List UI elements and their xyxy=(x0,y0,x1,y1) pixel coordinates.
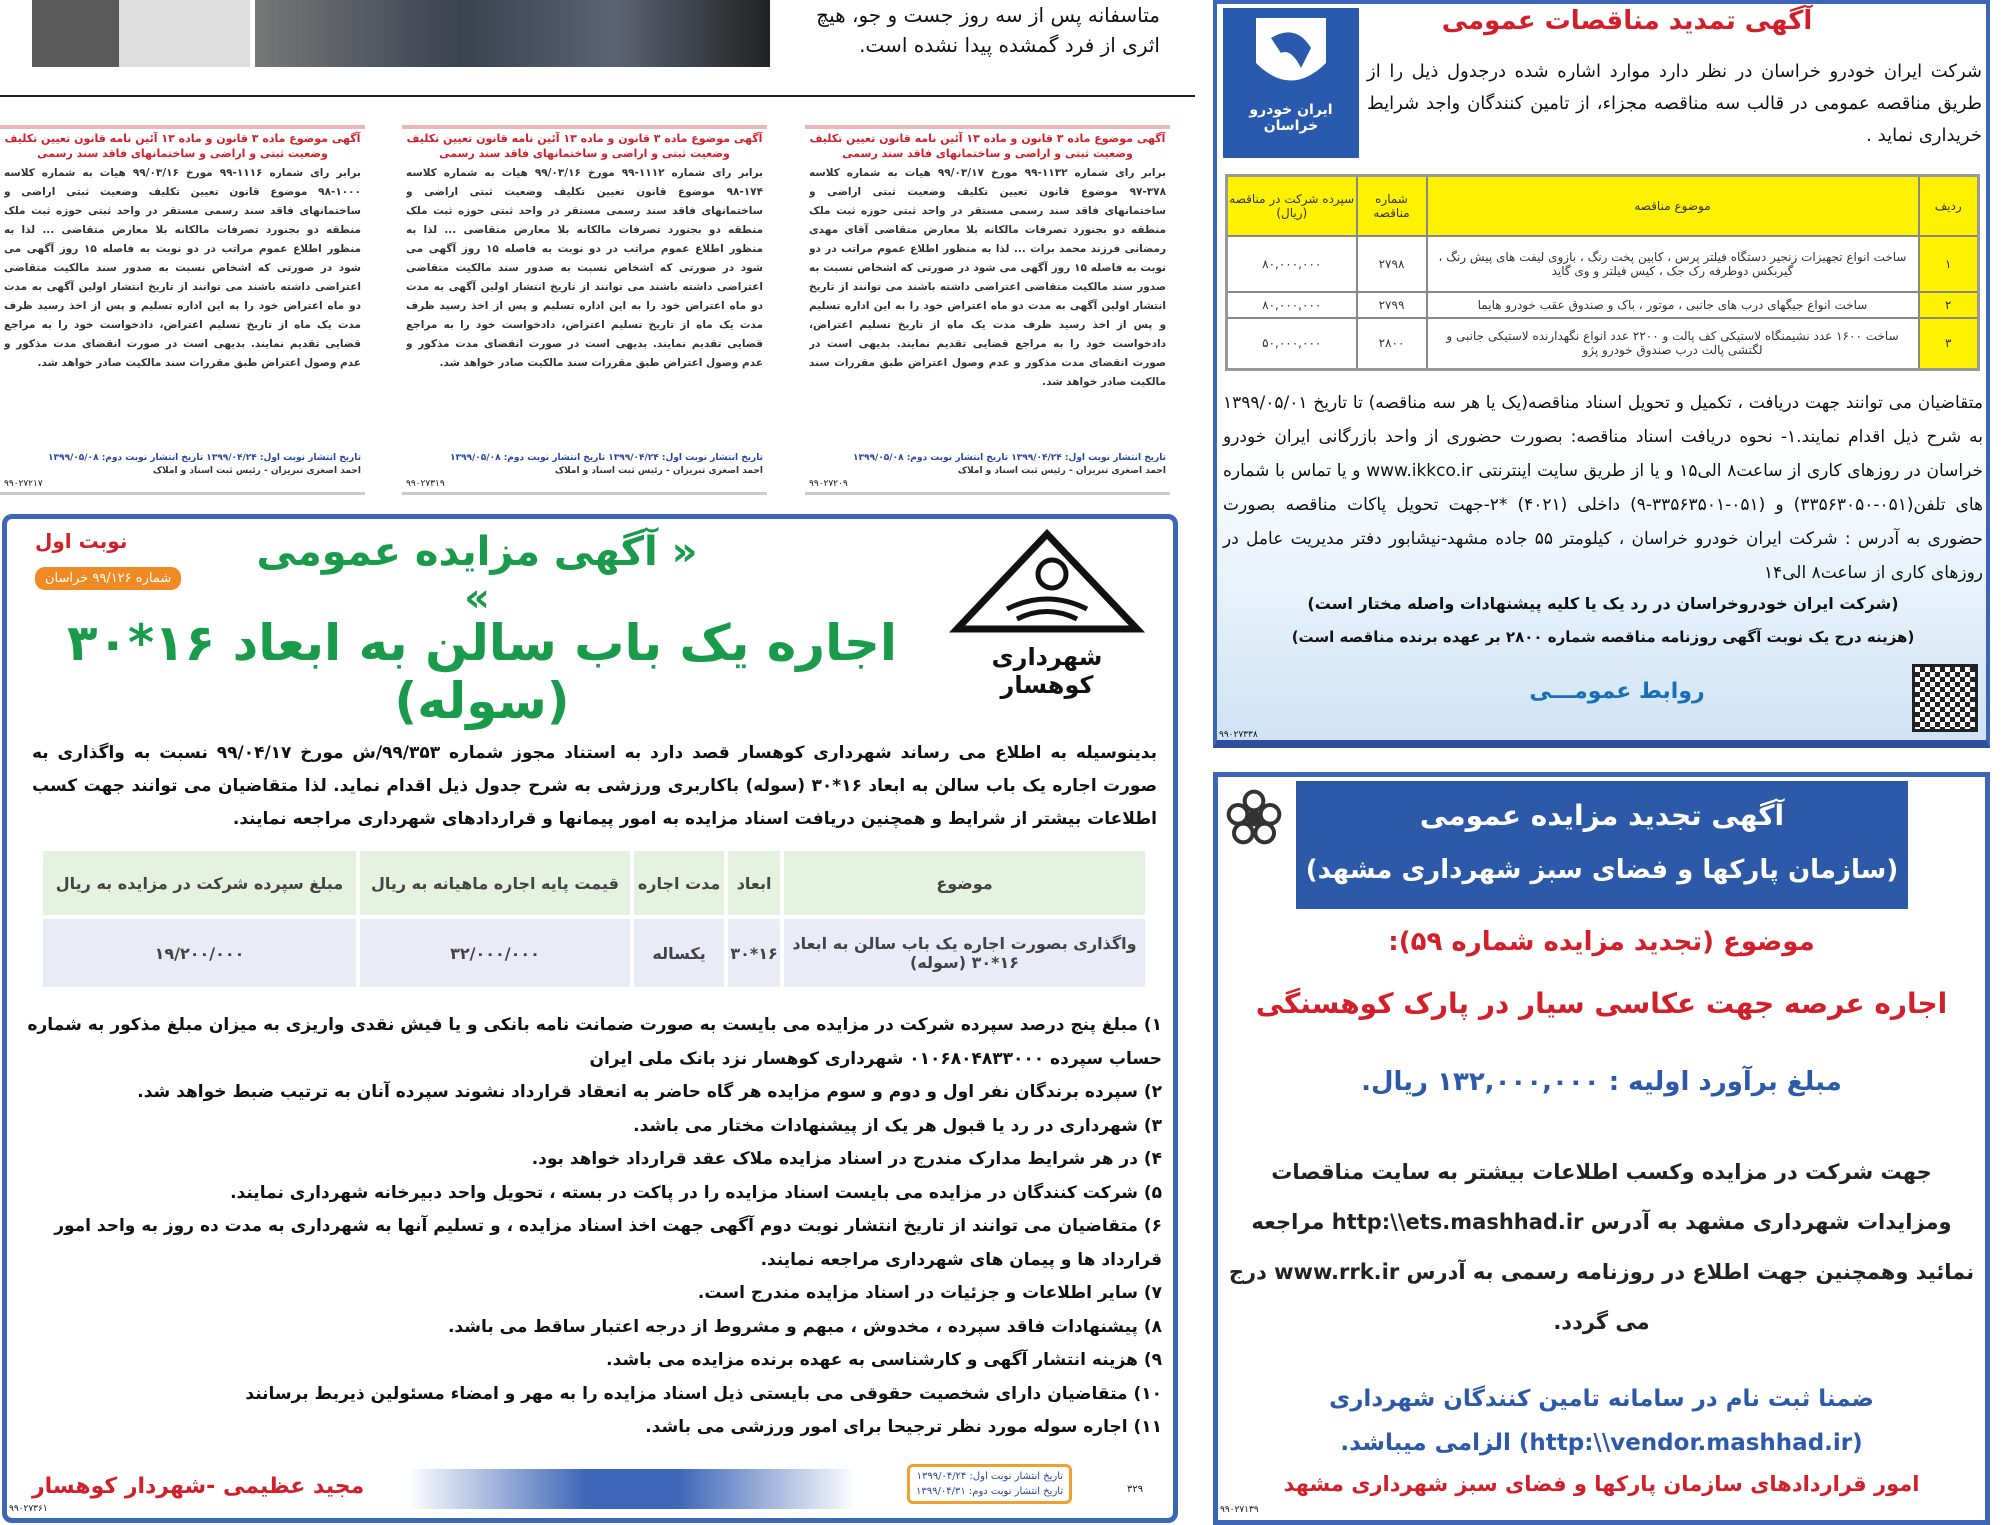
condition-item: ۳) شهرداری در رد یا قبول هر یک از پیشنهادات مختار می باشد. xyxy=(633,1115,1162,1136)
ad-header xyxy=(1296,781,1908,909)
vendor-registration: ضمنا ثبت نام در سامانه تامین کنندگان شهرداری (http:\\vendor.mashhad.ir) الزامی میباشد. xyxy=(1329,1386,1874,1456)
table-cell: ۸۰,۰۰۰,۰۰۰ xyxy=(1227,236,1357,292)
condition-item: ۶) متقاضیان می توانند از تاریخ انتشار نوبت دوم آگهی جهت اخذ اسناد مزایده ، و تسلیم آنها به شهرداری به مدت ده روز به واحد امور قرارداد ها و پیمان های شهرداری مراجعه نمایند. xyxy=(54,1216,1162,1270)
table-cell: ساخت انواع جیگهای درب های جانبی ، موتور ، باک و صندوق عقب خودرو هایما xyxy=(1427,292,1919,318)
table-header: شماره مناقصه xyxy=(1357,176,1427,236)
conditions-list xyxy=(27,1009,1162,1445)
condition-item: ۷) سایر اطلاعات و جزئیات در اسناد مزایده مندرج است. xyxy=(697,1283,1162,1303)
table-header: ابعاد xyxy=(726,849,782,917)
tender-table xyxy=(1225,174,1980,371)
table-header: موضوع xyxy=(782,849,1147,917)
decorative-band xyxy=(407,1469,857,1509)
small-ad-dates: تاریخ انتشار نوبت اول: ۱۳۹۹/۰۴/۲۴ تاریخ انتشار نوبت دوم: ۱۳۹۹/۰۵/۰۸ xyxy=(450,453,763,463)
ad-subject: موضوع (تجدید مزایده شماره ۵۹): xyxy=(1388,927,1815,957)
table-header-row xyxy=(1227,176,1979,236)
condition-item: ۱) مبلغ پنج درصد سپرده شرکت در مزایده می بایست به صورت ضمانت نامه بانکی و یا فیش نقدی واریزی به میزان مبلغ مذکور به شماره حساب سپرده ۰۱۰۶۸۰۴۸۳۳۰۰۰ شهرداری کوهسار نزد بانک ملی ایران xyxy=(27,1015,1162,1069)
table-row xyxy=(1227,236,1979,292)
table-cell: ۲۷۹۸ xyxy=(1357,236,1427,292)
kouhsar-logo-icon xyxy=(947,529,1147,639)
small-ad-2 xyxy=(402,125,767,495)
ad-title: آگهی تجدید مزایده عمومی xyxy=(1419,799,1785,832)
table-cell: ۱ xyxy=(1919,236,1979,292)
condition-item: ۱۱) اجاره سوله مورد نظر ترجیحا برای امور ورزشی می باشد. xyxy=(645,1417,1162,1437)
ad-code: ۹۹۰۲۷۳۳۸ xyxy=(1219,730,1258,740)
ad-intro: شرکت ایران خودرو خراسان در نظر دارد موارد اشاره شده درجدول ذیل را از طریق مناقصه عمومی در قالب سه مناقصه مجزاء، از تامین کنندگان واجد شرایط خریداری نماید . xyxy=(1367,61,1982,146)
public-relations-signature: روابط عمومـــی xyxy=(1529,679,1705,704)
table-cell: ۸۰,۰۰۰,۰۰۰ xyxy=(1227,292,1357,318)
ad-body: متقاضیان می توانند جهت دریافت ، تکمیل و تحویل اسناد مناقصه(یک یا هر سه مناقصه) تا تاریخ ۱۳۹۹/۰۵/۰۱ به شرح ذیل اقدام نمایند.۱- نحوه دریافت اسناد مناقصه: بصورت حضوری از واحد بازرگانی ایران خودرو خراسان در روزهای کاری از ساعت۸ الی۱۵ و یا از طریق سایت اینترنتی www.ikkco.ir و یا تماس با شماره های تلفن(۰۵۱-۳۳۵۶۳۰۵۰) و (۰۵۱-۳۳۵۶۳۵۰۱-۹) داخلی (۴۰۲۱) *۲-جهت تحویل پاکات مناقصه بصورت حضوری به آدرس : شرکت ایران خودرو خراسان ، کیلومتر ۵۵ جاده مشهد-نیشابور دفتر مدیریت عامل در روزهای کاری از ساعت۸ الی۱۴ xyxy=(1223,393,1984,583)
small-ad-3 xyxy=(805,125,1170,495)
small-ad-1 xyxy=(0,125,365,495)
table-cell: ۲۸۰۰ xyxy=(1357,318,1427,370)
table-cell: ساخت انواع تجهیزات زنجیر دستگاه فیلتر پرس ، کابین پخت رنگ ، بازوی لیفت های پیش رنگ ، گیربکس دوطرفه رک جک ، کیس فیلتر و وی گاید xyxy=(1427,236,1919,292)
table-cell: ۳۲/۰۰۰/۰۰۰ xyxy=(358,917,632,989)
table-header: ردیف xyxy=(1919,176,1979,236)
page-code: ۳۲۹ xyxy=(1127,1484,1144,1495)
mashhad-parks-auction-ad xyxy=(1213,772,1990,1525)
small-ad-title: آگهی موضوع ماده ۳ قانون و ماده ۱۳ آئین نامه قانون تعیین تکلیف وضعیت ثبتی و اراضی و ساختمانهای فاقد سند رسمی xyxy=(4,132,361,160)
base-price: مبلغ برآورد اولیه : ۱۳۲,۰۰۰,۰۰۰ ریال. xyxy=(1361,1067,1842,1097)
table-cell: ۵۰,۰۰۰,۰۰۰ xyxy=(1227,318,1357,370)
ad-signature: امور قراردادهای سازمان پارکها و فضای سبز شهرداری مشهد xyxy=(1283,1472,1920,1496)
publish-date-2: تاریخ انتشار نوبت دوم: ۱۳۹۹/۰۴/۳۱ xyxy=(916,1486,1064,1497)
table-cell: ۱۶*۳۰ xyxy=(726,917,782,989)
ad-note-2: (هزینه درج یک نوبت آگهی روزنامه مناقصه شماره ۲۸۰۰ بر عهده برنده مناقصه است) xyxy=(1291,628,1915,646)
divider xyxy=(0,95,1195,97)
mashhad-municipality-logo xyxy=(1222,785,1286,865)
small-ad-code: ۹۹۰۲۷۲۰۹ xyxy=(809,479,848,489)
ad-organization: (سازمان پارکها و فضای سبز شهرداری مشهد) xyxy=(1305,855,1899,885)
publish-dates xyxy=(907,1464,1072,1504)
small-ad-body: برابر رای شماره ۱۱۳۲-۹۹ مورخ ۹۹/۰۳/۱۷ هیات به شماره کلاسه ۳۷۸-۹۷ موضوع قانون تعیین تکلیف وضعیت ثبتی اراضی و ساختمانهای فاقد سند رسمی مستقر در واحد ثبتی حوزه ثبت ملک منطقه دو بجنورد تصرفات مالکانه بلا معارض متقاضی آقای مهدی رمضانی فرزند محمد برات ... لذا به منظور اطلاع عموم مراتب در دو نوبت به فاصله ۱۵ روز آگهی می شود در صورتی که اشخاص نسبت به صدور سند مالکیت متقاضی اعتراضی داشته باشند می توانند از تاریخ انتشار اولین آگهی به مدت دو ماه اعتراض خود را به این اداره تسلیم و پس از اخذ رسید ظرف مدت یک ماه از تاریخ تسلیم اعتراض، دادخواست خود را به مراجع قضایی تقدیم نمایند. بدیهی است در صورت انقضای مدت مذکور و عدم وصول اعتراض طبق مقررات سند مالکیت صادر خواهد شد. xyxy=(809,167,1166,388)
table-row xyxy=(1227,292,1979,318)
publish-date-1: تاریخ انتشار نوبت اول: ۱۳۹۹/۰۴/۲۴ xyxy=(916,1471,1064,1482)
table-row xyxy=(41,917,1147,989)
table-header: قیمت پایه اجاره ماهیانه به ریال xyxy=(358,849,632,917)
table-cell: ۲ xyxy=(1919,292,1979,318)
small-ad-body: برابر رای شماره ۱۱۱۲-۹۹ مورخ ۹۹/۰۳/۱۶ هیات به شماره کلاسه ۱۷۴-۹۸ موضوع قانون تعیین تکلیف وضعیت ثبتی اراضی و ساختمانهای فاقد سند رسمی مستقر در واحد ثبتی حوزه ثبت ملک منطقه دو بجنورد تصرفات مالکانه بلا معارض متقاضی ... لذا به منظور اطلاع عموم مراتب در دو نوبت به فاصله ۱۵ روز آگهی می شود در صورتی که اشخاص نسبت به صدور سند مالکیت متقاضی اعتراضی داشته باشند می توانند از تاریخ انتشار اولین آگهی به مدت دو ماه اعتراض خود را به این اداره تسلیم و پس از اخذ رسید ظرف مدت یک ماه از تاریخ تسلیم اعتراض، دادخواست خود را به مراجع قضایی تقدیم نمایند. بدیهی است در صورت انقضای مدت مذکور و عدم وصول اعتراض طبق مقررات سند مالکیت صادر خواهد شد. xyxy=(406,167,763,369)
condition-item: ۹) هزینه انتشار آگهی و کارشناسی به عهده برنده مزایده می باشد. xyxy=(606,1350,1162,1370)
ikco-tender-ad xyxy=(1213,0,1990,748)
table-header: مدت اجاره xyxy=(632,849,726,917)
logo-text: شهرداری کوهسار xyxy=(991,643,1103,699)
ad-number-badge: شماره ۹۹/۱۲۶ خراسان xyxy=(35,567,181,590)
ikco-logo xyxy=(1223,8,1359,158)
condition-item: ۴) در هر شرایط مدارک مندرج در اسناد مزایده ملاک عقد قرارداد خواهد بود. xyxy=(531,1149,1162,1169)
ad-title: « آگهی مزایده عمومی » xyxy=(256,529,698,621)
auction-table xyxy=(39,847,1149,991)
table-row xyxy=(1227,318,1979,370)
table-header: مبلغ سپرده شرکت در مزایده به ریال xyxy=(41,849,358,917)
ad-code: ۹۹۰۲۷۳۶۱ xyxy=(9,1504,48,1514)
news-photo-vehicle xyxy=(255,0,770,67)
condition-item: ۲) سپرده برندگان نفر اول و دوم و سوم مزایده هر گاه حاضر به انعقاد قرارداد نشوند سپرده آنان به ترتیب ضبط خواهد شد. xyxy=(137,1082,1162,1102)
small-ad-code: ۹۹۰۲۷۲۱۷ xyxy=(4,479,43,489)
logo-text: ایران خودرو خراسان xyxy=(1249,102,1333,134)
small-ad-code: ۹۹۰۲۷۳۱۹ xyxy=(406,479,445,489)
ad-code: ۹۹۰۲۷۱۳۹ xyxy=(1220,1505,1259,1515)
small-ad-dates: تاریخ انتشار نوبت اول: ۱۳۹۹/۰۴/۲۴ تاریخ انتشار نوبت دوم: ۱۳۹۹/۰۵/۰۸ xyxy=(853,453,1166,463)
table-header-row xyxy=(41,849,1147,917)
small-ad-signer: احمد اصغری تبریزان - رئیس ثبت اسناد و املاک xyxy=(152,466,361,476)
ad-subject-detail: اجاره عرصه جهت عکاسی سیار در پارک کوهسنگی xyxy=(1255,987,1948,1020)
table-cell: ۳ xyxy=(1919,318,1979,370)
ikco-horse-icon xyxy=(1241,8,1341,98)
news-photo-person xyxy=(32,0,250,67)
small-ad-signer: احمد اصغری تبریزان - رئیس ثبت اسناد و املاک xyxy=(554,466,763,476)
ad-subtitle: اجاره یک باب سالن به ابعاد ۱۶*۳۰ (سوله) xyxy=(66,614,898,730)
small-ad-body: برابر رای شماره ۱۱۱۶-۹۹ مورخ ۹۹/۰۳/۱۶ هیات به شماره کلاسه ۱۰۰۰-۹۸ موضوع قانون تعیین تکلیف وضعیت ثبتی اراضی و ساختمانهای فاقد سند رسمی مستقر در واحد ثبتی حوزه ثبت ملک منطقه دو بجنورد تصرفات مالکانه بلا معارض متقاضی ... لذا به منظور اطلاع عموم مراتب در دو نوبت به فاصله ۱۵ روز آگهی می شود در صورتی که اشخاص نسبت به صدور سند مالکیت متقاضی اعتراضی داشته باشند می توانند از تاریخ انتشار اولین آگهی به مدت دو ماه اعتراض خود را به این اداره تسلیم و پس از اخذ رسید ظرف مدت یک ماه از تاریخ تسلیم اعتراض، دادخواست خود را به مراجع قضایی تقدیم نمایند. بدیهی است در صورت انقضای مدت مذکور و عدم وصول اعتراض طبق مقررات سند مالکیت صادر خواهد شد. xyxy=(4,167,361,369)
small-ad-title: آگهی موضوع ماده ۳ قانون و ماده ۱۳ آئین نامه قانون تعیین تکلیف وضعیت ثبتی و اراضی و ساختمانهای فاقد سند رسمی xyxy=(809,132,1166,160)
condition-item: ۵) شرکت کنندگان در مزایده می بایست اسناد مزایده را در پاکت در بسته ، تحویل واحد دبیرخانه شهرداری نمایند. xyxy=(230,1182,1162,1203)
table-header: موضوع مناقصه xyxy=(1427,176,1919,236)
small-ad-title: آگهی موضوع ماده ۳ قانون و ماده ۱۳ آئین نامه قانون تعیین تکلیف وضعیت ثبتی و اراضی و ساختمانهای فاقد سند رسمی xyxy=(406,132,763,160)
table-header: سپرده شرکت در مناقصه (ریال) xyxy=(1227,176,1357,236)
condition-item: ۱۰) متقاضیان دارای شخصیت حقوقی می بایستی ذیل اسناد مزایده را به مهر و امضاء مسئولین ذیربط برسانند xyxy=(245,1383,1162,1404)
ad-note-1: (شرکت ایران خودروخراسان در رد یک یا کلیه پیشنهادات واصله مختار است) xyxy=(1307,594,1899,613)
small-ad-signer: احمد اصغری تبریزان - رئیس ثبت اسناد و املاک xyxy=(957,466,1166,476)
table-cell: ساخت ۱۶۰۰ عدد نشیمنگاه لاستیکی کف پالت و ۲۲۰۰ عدد انواع نگهدارنده لاستیکی جانبی و لگتشی پالت درب صندوق خودرو پژو xyxy=(1427,318,1919,370)
ad-intro: بدینوسیله به اطلاع می رساند شهرداری کوهسار قصد دارد به استناد مجوز شماره ۹۹/۳۵۳/ش مورخ ۹۹/۰۴/۱۷ نسبت به واگذاری به صورت اجاره یک باب سالن به ابعاد ۱۶*۳۰ (سوله) باکاربری ورزشی به شرح جدول ذیل اقدام نماید. لذا متقاضیان می توانند جهت کسب اطلاعات بیشتر از شرایط و همچنین دریافت اسناد مزایده به امور پیمانها و قراردادهای شهرداری مراجعه نمایند. xyxy=(32,743,1157,829)
table-cell: واگذاری بصورت اجاره یک باب سالن به ابعاد ۱۶*۳۰ (سوله) xyxy=(782,917,1147,989)
table-cell: یکساله xyxy=(632,917,726,989)
news-article-text: متاسفانه پس از سه روز جست و جو، هیچ اثری از فرد گمشده پیدا نشده است. xyxy=(816,3,1160,57)
flower-logo-icon xyxy=(1222,785,1286,865)
condition-item: ۸) پیشنهادات فاقد سپرده ، مخدوش ، مبهم و مشروط از درجه اعتبار ساقط می باشد. xyxy=(447,1316,1162,1337)
table-cell: ۲۷۹۹ xyxy=(1357,292,1427,318)
kouhsar-auction-ad xyxy=(2,514,1178,1523)
table-cell: ۱۹/۲۰۰/۰۰۰ xyxy=(41,917,358,989)
ad-title: آگهی تمدید مناقصات عمومی xyxy=(1441,6,1813,36)
small-ad-dates: تاریخ انتشار نوبت اول: ۱۳۹۹/۰۴/۲۴ تاریخ انتشار نوبت دوم: ۱۳۹۹/۰۵/۰۸ xyxy=(48,453,361,463)
qr-code-icon xyxy=(1912,664,1978,732)
kouhsar-logo xyxy=(947,529,1147,699)
turn-label: نوبت اول xyxy=(35,529,128,553)
ad-body: جهت شرکت در مزایده وکسب اطلاعات بیشتر به سایت مناقصات ومزایدات شهرداری مشهد به آدرس http:\\ets.mashhad.ir مراجعه نمائید وهمچنین جهت اطلاع در روزنامه رسمی به آدرس www.rrk.ir درج می گردد. xyxy=(1228,1160,1975,1334)
mayor-signature: مجید عظیمی -شهردار کوهسار xyxy=(32,1474,365,1499)
